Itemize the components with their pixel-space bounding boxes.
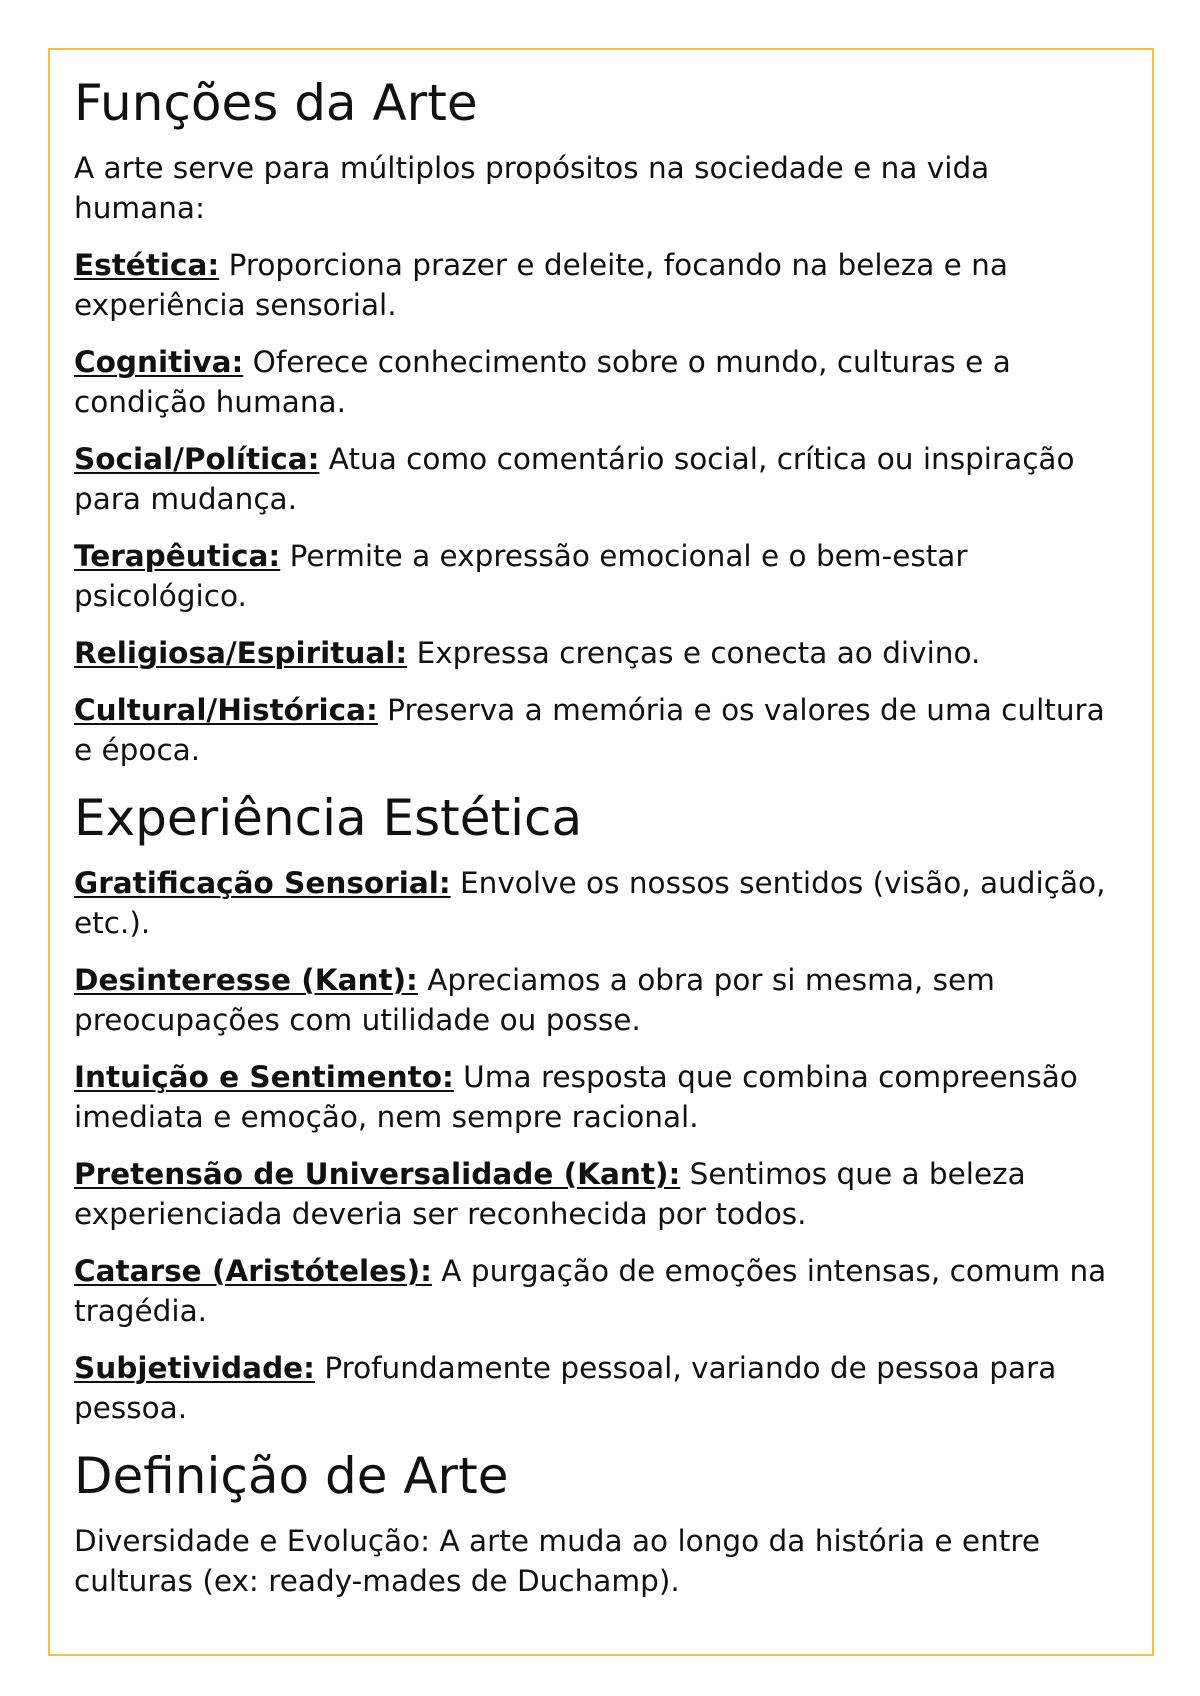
term-description: Apreciamos a obra por si mesma, sem preocupações com utilidade ou posse. (74, 963, 995, 1037)
term-label: Cognitiva: (74, 345, 244, 379)
term-label: Catarse (Aristóteles): (74, 1254, 432, 1288)
list-item (74, 536, 1128, 616)
term-description: Permite a expressão emocional e o bem-estar psicológico. (74, 539, 968, 613)
list-item (74, 1154, 1128, 1234)
list-item (74, 342, 1128, 422)
content-card (48, 48, 1154, 1656)
section-title-definicao: Definição de Arte (74, 1447, 509, 1505)
list-item (74, 245, 1128, 325)
term-label: Religiosa/Espiritual: (74, 636, 408, 670)
term-description: A purgação de emoções intensas, comum na tragédia. (74, 1254, 1107, 1328)
list-item (74, 1348, 1128, 1428)
list-item (74, 863, 1128, 943)
list-item (74, 633, 1128, 673)
list-item (74, 690, 1128, 770)
term-description: Envolve os nossos sentidos (visão, audição, etc.). (74, 866, 1106, 940)
list-item (74, 1057, 1128, 1137)
term-label: Intuição e Sentimento: (74, 1060, 454, 1094)
term-description: Uma resposta que combina compreensão imediata e emoção, nem sempre racional. (74, 1060, 1078, 1134)
term-label: Social/Política: (74, 442, 320, 476)
term-label: Subjetividade: (74, 1351, 315, 1385)
term-description: Preserva a memória e os valores de uma cultura e época. (74, 693, 1105, 767)
term-description: Expressa crenças e conecta ao divino. (407, 636, 981, 670)
list-item (74, 960, 1128, 1040)
list-item (74, 439, 1128, 519)
term-label: Cultural/Histórica: (74, 693, 378, 727)
section-title-funcoes: Funções da Arte (74, 74, 478, 132)
term-description: Atua como comentário social, crítica ou inspiração para mudança. (74, 442, 1075, 516)
list-item (74, 1251, 1128, 1331)
section-title-experiencia: Experiência Estética (74, 789, 583, 847)
term-label: Terapêutica: (74, 539, 281, 573)
term-description: Proporciona prazer e deleite, focando na beleza e na experiência sensorial. (74, 248, 1008, 322)
intro-paragraph: A arte serve para múltiplos propósitos na sociedade e na vida humana: (74, 151, 990, 225)
term-label: Gratificação Sensorial: (74, 866, 451, 900)
outro-paragraph: Diversidade e Evolução: A arte muda ao longo da história e entre culturas (ex: ready-mades de Duchamp). (74, 1524, 1040, 1598)
term-description: Sentimos que a beleza experienciada deveria ser reconhecida por todos. (74, 1157, 1026, 1231)
term-label: Estética: (74, 248, 220, 282)
term-label: Pretensão de Universalidade (Kant): (74, 1157, 681, 1191)
term-description: Profundamente pessoal, variando de pessoa para pessoa. (74, 1351, 1057, 1425)
term-label: Desinteresse (Kant): (74, 963, 418, 997)
term-description: Oferece conhecimento sobre o mundo, culturas e a condição humana. (74, 345, 1011, 419)
